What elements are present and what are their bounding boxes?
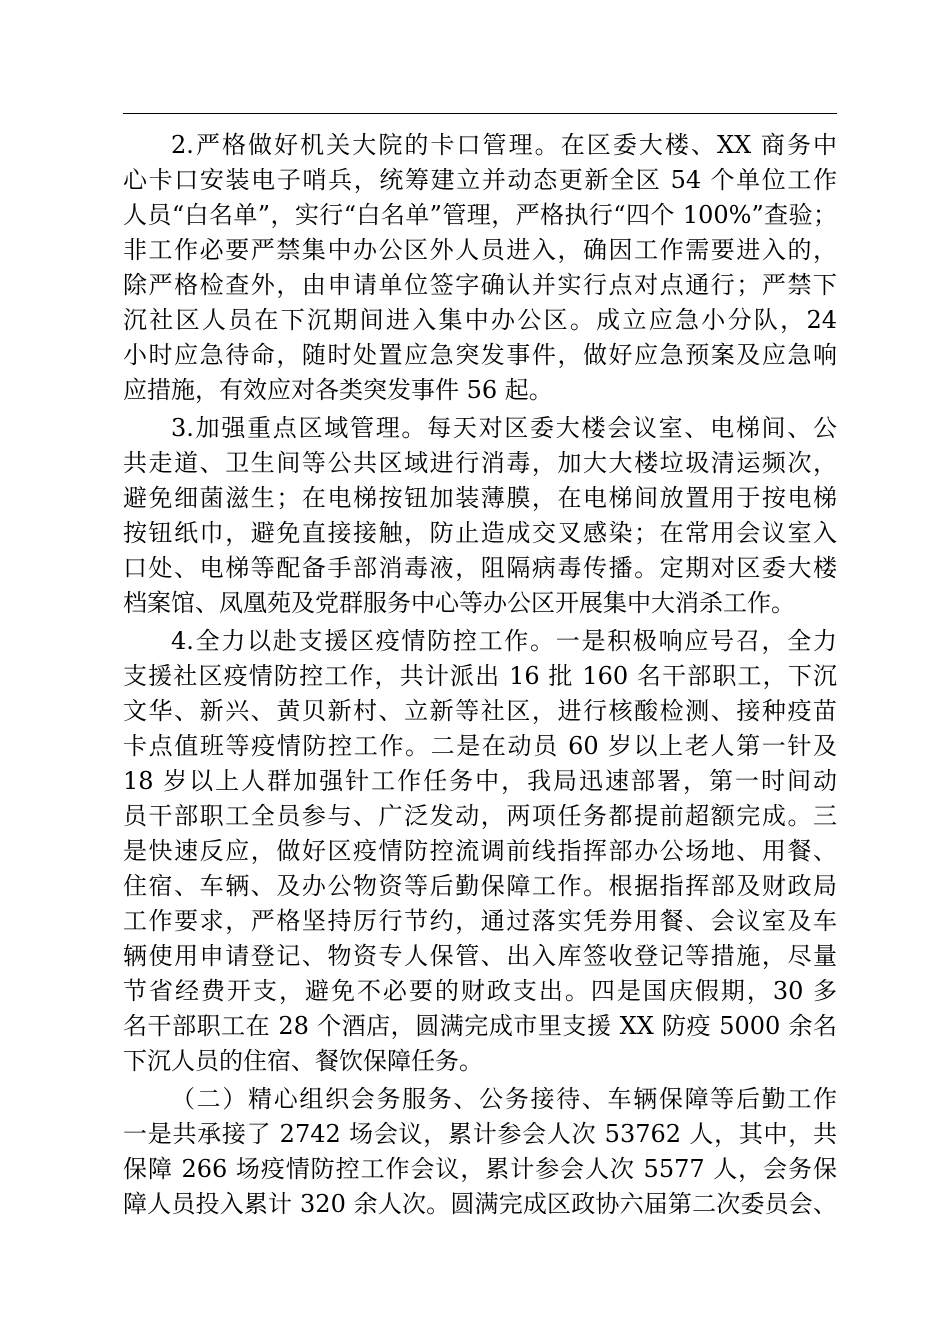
text-line: 节省经费开支，避免不必要的财政支出。四是国庆假期，30 多: [123, 977, 837, 1005]
text-line: 小时应急待命，随时处置应急突发事件，做好应急预案及应急响: [123, 341, 837, 369]
text-line: 住宿、车辆、及办公物资等后勤保障工作。根据指挥部及财政局: [123, 872, 837, 900]
section-heading-line: （二）精心组织会务服务、公务接待、车辆保障等后勤工作: [171, 1085, 837, 1113]
text-line: 障人员投入累计 320 余人次。圆满完成区政协六届第二次委员会、: [123, 1190, 837, 1218]
header-rule: [123, 113, 837, 114]
text-line: 档案馆、凤凰苑及党群服务中心等办公区开展集中大消杀工作。: [123, 589, 795, 617]
text-line: 辆使用申请登记、物资专人保管、出入库签收登记等措施，尽量: [123, 942, 837, 970]
text-line: 名干部职工在 28 个酒店，圆满完成市里支援 XX 防疫 5000 余名: [123, 1012, 837, 1040]
text-line: 沉社区人员在下沉期间进入集中办公区。成立应急小分队，24: [123, 306, 837, 334]
text-line: 人员“白名单”，实行“白名单”管理，严格执行“四个 100%”查验；: [123, 201, 837, 229]
text-line: 保障 266 场疫情防控工作会议，累计参会人次 5577 人，会务保: [123, 1155, 837, 1183]
text-line: 心卡口安装电子哨兵，统筹建立并动态更新全区 54 个单位工作: [123, 166, 837, 194]
text-line: 除严格检查外，由申请单位签字确认并实行点对点通行；严禁下: [123, 271, 837, 299]
text-line: 共走道、卫生间等公共区域进行消毒，加大大楼垃圾清运频次，: [123, 449, 837, 477]
text-line: 4.全力以赴支援区疫情防控工作。一是积极响应号召，全力: [171, 627, 837, 655]
text-line: 2.严格做好机关大院的卡口管理。在区委大楼、XX 商务中: [171, 131, 837, 159]
paragraph-section-2-logistics: [123, 1082, 837, 1222]
text-line: 应措施，有效应对各类突发事件 56 起。: [123, 376, 553, 404]
paragraph-2-checkpoint-management: [123, 128, 837, 408]
text-line: 18 岁以上人群加强针工作任务中，我局迅速部署，第一时间动: [123, 767, 837, 795]
text-line: 文华、新兴、黄贝新村、立新等社区，进行核酸检测、接种疫苗: [123, 697, 837, 725]
text-line: 按钮纸巾，避免直接接触，防止造成交叉感染；在常用会议室入: [123, 519, 837, 547]
text-line: 工作要求，严格坚持厉行节约，通过落实凭券用餐、会议室及车: [123, 907, 837, 935]
text-line: 支援社区疫情防控工作，共计派出 16 批 160 名干部职工，下沉: [123, 662, 837, 690]
text-line: 非工作必要严禁集中办公区外人员进入，确因工作需要进入的，: [123, 236, 837, 264]
paragraph-3-key-area-management: [123, 411, 837, 621]
text-line: 一是共承接了 2742 场会议，累计参会人次 53762 人，其中，共: [123, 1120, 837, 1148]
text-line: 卡点值班等疫情防控工作。二是在动员 60 岁以上老人第一针及: [123, 732, 837, 760]
text-line: 下沉人员的住宿、餐饮保障任务。: [123, 1047, 483, 1075]
text-line: 口处、电梯等配备手部消毒液，阻隔病毒传播。定期对区委大楼: [123, 554, 837, 582]
document-body: [123, 128, 837, 1222]
text-line: 员干部职工全员参与、广泛发动，两项任务都提前超额完成。三: [123, 802, 837, 830]
text-line: 避免细菌滋生；在电梯按钮加装薄膜，在电梯间放置用于按电梯: [123, 484, 837, 512]
text-line: 是快速反应，做好区疫情防控流调前线指挥部办公场地、用餐、: [123, 837, 837, 865]
text-line: 3.加强重点区域管理。每天对区委大楼会议室、电梯间、公: [171, 414, 837, 442]
paragraph-4-epidemic-support: [123, 624, 837, 1079]
